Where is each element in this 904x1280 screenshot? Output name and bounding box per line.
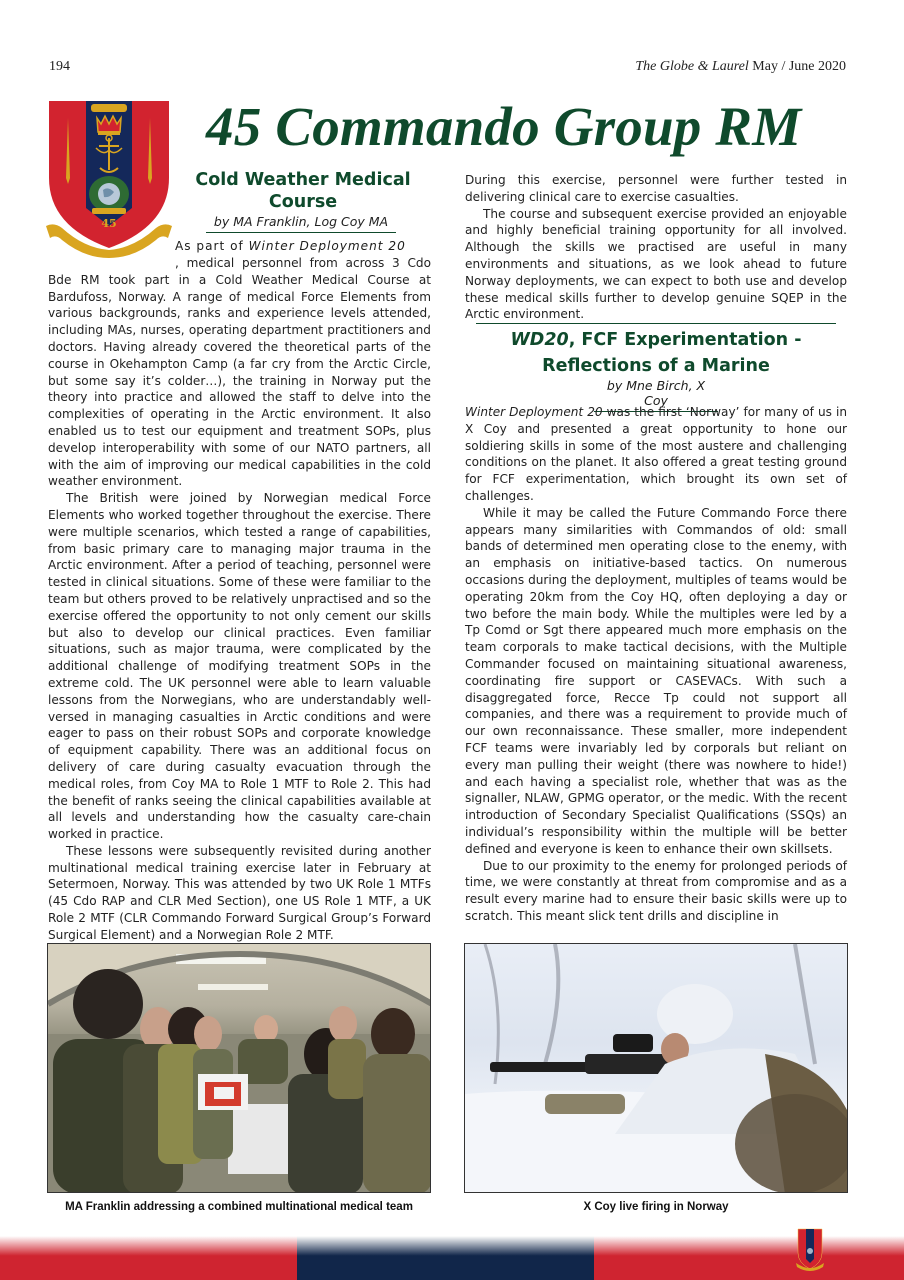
footer-band-navy [297,1236,594,1280]
publication-name: The Globe & Laurel [635,59,749,74]
article2-heading [465,327,847,379]
photo-medical-team [47,943,431,1193]
issue-date: May / June 2020 [752,59,846,74]
article1-paragraph-3-continued: During this exercise, personnel were further tested in delivering clinical care to exercise casualties. [465,173,847,204]
article2-p1-italic: Winter Deployment 20 [465,405,603,419]
divider [476,323,836,324]
running-head [635,59,846,75]
footer-band-red-right [594,1236,904,1280]
article1-body-left [48,255,431,944]
article2-paragraph-1 [465,404,847,505]
article1-intro [175,238,431,255]
article1-body-right [465,172,847,323]
photo-live-firing [464,943,848,1193]
article1-paragraph-1: , medical personnel from across 3 Cdo Bde RM took part in a Cold Weather Medical Course at Bardufoss, Norway. A range of medical Force Elements from various backgrounds, ranks and experience levels attended, including MAs, nurses, operating department practitioners and doctors. Having already covered the theoretical parts of the course in Okehampton Camp (a far cry from the Arctic Circle, but some say it’s colder…), the training in Norway put the theory into practice and allowed the staff to delve into the complexities of operating in the Arctic environment. It also enabled us to test our equipment and treatment SOPs, plus develop interoperability with some of our NATO partners, all with the aim of improving our medical capabilities in the cold weather environment. [48,256,431,489]
intro-italic: Winter Deployment 20 [248,239,406,253]
article1-heading: Cold Weather Medical Course [195,170,411,212]
intro-lead: As part of [175,239,249,253]
article2-heading-italic: WD20 [510,330,569,350]
medical-team-image-icon [48,944,431,1193]
article2-byline: by Mne Birch, X Coy [594,378,718,412]
article2-paragraph-3: Due to our proximity to the enemy for prolonged periods of time, we were constantly at threat from compromise and as a result every marine had to ensure their basic skills were up to scratch. This meant slick tent drills and discipline in [465,858,847,923]
article2-heading-rest: , FCF Experimentation - Reflections of a Marine [542,330,802,376]
photo-caption-live-firing: X Coy live firing in Norway [583,1201,729,1213]
photo-caption-medical-team: MA Franklin addressing a combined multinational medical team [65,1201,413,1213]
article1-paragraph-3: These lessons were subsequently revisited during another multinational medical training exercise later in February at Setermoen, Norway. This was attended by two UK Role 1 MTFs (45 Cdo RAP and CLR Med Section), one US Role 1 MTF, a UK Role 2 MTF (CLR Commando Forward Surgical Group’s Forward Surgical Element) and a Norwegian Role 2 MTF. [48,843,431,942]
article1-byline: by MA Franklin, Log Coy MA [206,214,396,233]
article2-paragraph-2: While it may be called the Future Commando Force there appears many similarities with Commandos of old: small bands of determined men operating close to the enemy, with an emphasis on initiative-based tactics. On numerous occasions during the deployment, multiples of teams would be operating 20km from the Coy HQ, often deploying a day or two before the main body. While the multiples were led by a Tp Comd or Sgt there appeared much more emphasis on the team corporals to make tactical decisions, with the Multiple Commander focused on maintaining situational awareness, coordinating fire support or CASEVACs. With such a disaggregated force, Recce Tp could not support all companies, and there was a requirement to provide much of our own reconnaissance. These smaller, more independent FCF teams were invariably led by corporals but reliant on every man pulling their weight (there was nowhere to hide!) and each having a specialist role, whether that was as the signaller, NLAW, GPMG operator, or the medic. With the recent introduction of Secondary Specialist Qualifications (SSQs) an individual’s responsibility within the multiple will be better defined and everyone is keen to enhance their own skillsets. [465,505,847,856]
footer-band [0,1236,904,1280]
article1-paragraph-4: The course and subsequent exercise provided an enjoyable and highly beneficial training opportunity for all involved. Although the skills we practised are useful in many environments and situations, as we look ahead to future Norway deployments, we can expect to both use and develop these medical skills further to develop genuine SQEP in the Arctic environment. [465,206,847,322]
article2-body [465,404,847,925]
live-firing-image-icon [465,944,848,1193]
unit-crest-icon [44,98,174,258]
article2-p1-text: was the first ‘Norway’ for many of us in X Coy and presented a great opportunity to hone our soldiering skills in some of the most austere and challenging conditions on the planet. It also offered a great testing ground for FCF experimentation, which brought its own set of challenges. [465,405,847,503]
mini-crest-icon [795,1227,825,1272]
page-title: 45 Commando Group RM [206,96,802,157]
svg-text:45: 45 [101,217,117,230]
page-number: 194 [49,59,70,74]
footer-band-red-left [0,1236,297,1280]
article1-paragraph-2: The British were joined by Norwegian medical Force Elements who worked together throughout the exercise. There were multiple scenarios, which tested a range of capabilities, from basic primary care to managing major trauma in the Arctic environment. After a period of teaching, personnel were tested in clinical situations. Some of these were familiar to the team but others proved to be relatively unpractised and so the exercise offered the opportunity to not only cement our skills but also to develop our clinical practices. Even familiar situations, such as major trauma, were complicated by the additional challenge of modifying treatment SOPs in the extreme cold. The UK personnel were able to learn valuable lessons from the Norwegians, who are understandably well-versed in managing casualties in Arctic conditions and were eager to pass on their robust SOPs and corporate knowledge of equipment capability. There was an additional focus on delivery of care during casualty evacuation through the medical roles, from Coy MA to Role 1 MTF to Role 2. This had the benefit of ranks seeing the clinical capabilities available at all levels and understanding how the casualty care-chain worked in practice. [48,491,431,842]
